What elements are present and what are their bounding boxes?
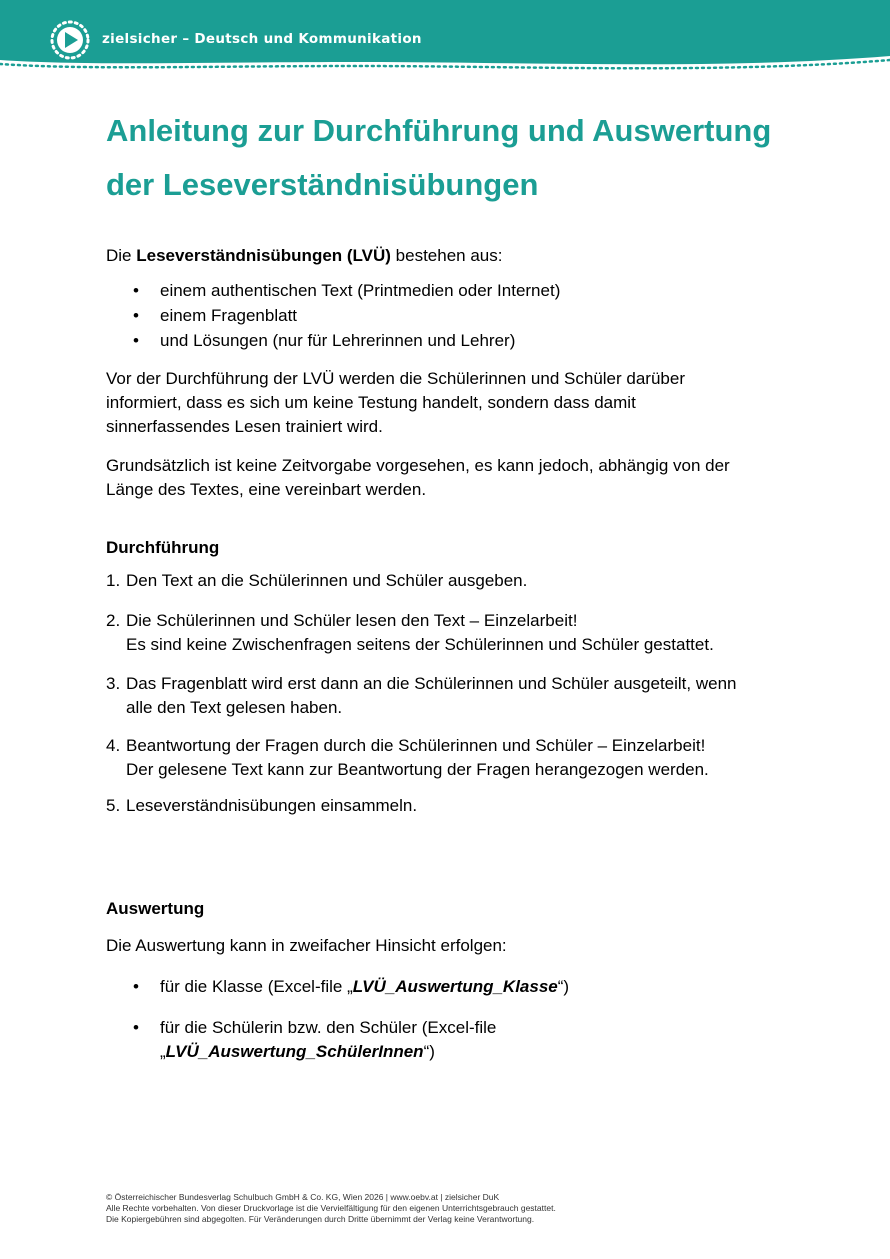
footer-line: © Österreichischer Bundesverlag Schulbuch GmbH & Co. KG, Wien 2026 | www.oebv.at | zielsicher DuK (106, 1192, 500, 1202)
item-suffix: “) (423, 1042, 435, 1061)
step-item (106, 609, 806, 657)
step-text: alle den Text gelesen haben. (126, 698, 343, 717)
step-text: Der gelesene Text kann zur Beantwortung der Fragen herangezogen werden. (126, 760, 709, 779)
intro-bold-term: Leseverständnisübungen (LVÜ) (136, 246, 391, 265)
brand-text: zielsicher – Deutsch und Kommunikation (102, 31, 422, 47)
step-number: 3. (106, 674, 121, 693)
step-item (106, 569, 806, 593)
excel-file-name: LVÜ_Auswertung_SchülerInnen (165, 1042, 424, 1061)
page-title (106, 104, 826, 212)
step-text: Das Fragenblatt wird erst dann an die Schülerinnen und Schüler ausgeteilt, wenn (126, 674, 737, 693)
heading-durchfuehrung: Durchführung (106, 538, 220, 557)
text-line: Vor der Durchführung der LVÜ werden die Schülerinnen und Schüler darüber (106, 369, 685, 388)
text-line: Länge des Textes, eine vereinbart werden. (106, 480, 427, 499)
intro-prefix: Die (106, 246, 137, 265)
heading-auswertung: Auswertung (106, 899, 205, 918)
list-item: • einem Fragenblatt (106, 303, 560, 328)
list-item: • einem authentischen Text (Printmedien oder Internet) (106, 278, 560, 303)
auswertung-list-2 (106, 1016, 496, 1064)
step-number: 1. (106, 571, 121, 590)
item-suffix: “) (557, 977, 570, 996)
auswertung-list (106, 975, 569, 999)
title-line-1: Anleitung zur Durchführung und Auswertung (106, 113, 772, 148)
step-text: Leseverständnisübungen einsammeln. (126, 796, 418, 815)
title-line-2: der Leseverständnisübungen (106, 167, 539, 202)
step-text: Die Schülerinnen und Schüler lesen den Text – Einzelarbeit! (126, 611, 578, 630)
text-line: informiert, dass es sich um keine Testung handelt, sondern dass damit (106, 393, 636, 412)
excel-file-name: LVÜ_Auswertung_Klasse (352, 977, 558, 996)
item-prefix: „ (160, 1042, 166, 1061)
intro-suffix: bestehen aus: (390, 246, 503, 265)
step-item (106, 672, 806, 720)
footer-line: Die Kopiergebühren sind abgegolten. Für Veränderungen durch Dritte übernimmt der Verlag keine Verantwortung. (106, 1214, 535, 1224)
list-item: • und Lösungen (nur für Lehrerinnen und Lehrer) (106, 328, 560, 353)
paragraph-time (106, 454, 786, 502)
footer-copyright (106, 1192, 556, 1225)
item-prefix: für die Klasse (Excel-file „ (160, 977, 353, 996)
step-number: 4. (106, 736, 121, 755)
list-item (106, 1016, 496, 1064)
intro-bullet-list (106, 278, 560, 353)
paragraph-preparation (106, 367, 786, 439)
step-text: Beantwortung der Fragen durch die Schülerinnen und Schüler – Einzelarbeit! (126, 736, 706, 755)
text-line: sinnerfassendes Lesen trainiert wird. (106, 417, 383, 436)
auswertung-intro: Die Auswertung kann in zweifacher Hinsicht erfolgen: (106, 936, 507, 955)
text-line: Grundsätzlich ist keine Zeitvorgabe vorgesehen, es kann jedoch, abhängig von der (106, 456, 730, 475)
step-item (106, 734, 806, 782)
step-number: 2. (106, 611, 121, 630)
intro-sentence (106, 244, 786, 268)
step-number: 5. (106, 796, 121, 815)
footer-line: Alle Rechte vorbehalten. Von dieser Druckvorlage ist die Vervielfältigung für den eigenen Unterrichtsgebrauch gestattet. (106, 1203, 556, 1213)
step-text: Es sind keine Zwischenfragen seitens der Schülerinnen und Schüler gestattet. (126, 635, 714, 654)
step-text: Den Text an die Schülerinnen und Schüler ausgeben. (126, 571, 528, 590)
header-banner (0, 0, 890, 80)
list-item (106, 975, 569, 999)
step-item (106, 794, 806, 818)
item-text: für die Schülerin bzw. den Schüler (Excel-file (160, 1018, 497, 1037)
